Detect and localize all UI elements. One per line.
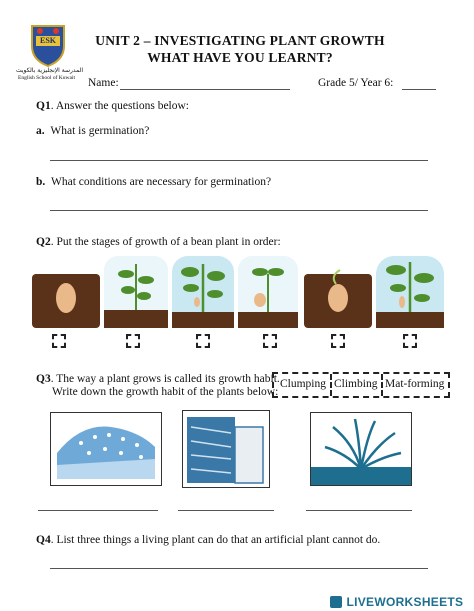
q4-answer-line[interactable] bbox=[50, 568, 428, 569]
habit-answer-line-1[interactable] bbox=[38, 510, 158, 511]
habit-answer-line-2[interactable] bbox=[178, 510, 274, 511]
q4-number: Q4 bbox=[36, 534, 51, 546]
logo-caption-english: English School of Kuwait bbox=[18, 75, 75, 81]
order-box-6[interactable] bbox=[403, 334, 417, 348]
liveworksheets-logo bbox=[330, 593, 472, 609]
q1-prompt: . Answer the questions below: bbox=[50, 100, 190, 112]
q2-heading bbox=[36, 236, 281, 248]
option-divider-1 bbox=[330, 374, 332, 396]
grade-label: Grade 5/ Year 6: bbox=[318, 77, 394, 89]
liveworksheets-text: LIVEWORKSHEETS bbox=[346, 594, 464, 609]
stage-sprout-image bbox=[238, 256, 298, 328]
q4-heading bbox=[36, 534, 380, 546]
q3-prompt-line2: Write down the growth habit of the plants below: bbox=[52, 386, 279, 398]
stage-germinating-seed-image bbox=[304, 270, 372, 328]
stage-tall-plant-image bbox=[376, 256, 444, 328]
q3-heading bbox=[36, 373, 280, 385]
option-clumping: Clumping bbox=[280, 378, 327, 390]
q1a-text: What is germination? bbox=[50, 125, 150, 137]
stage-young-plant-image bbox=[104, 256, 168, 328]
option-climbing: Climbing bbox=[334, 378, 378, 390]
q4-prompt: . List three things a living plant can do that an artificial plant cannot do. bbox=[50, 534, 381, 546]
option-divider-2 bbox=[381, 374, 383, 396]
q3-prompt-line1: . The way a plant grows is called its growth habit. bbox=[50, 373, 280, 385]
q2-prompt: . Put the stages of growth of a bean plant in order: bbox=[50, 236, 281, 248]
q1-heading bbox=[36, 100, 189, 112]
worksheet-subtitle: WHAT HAVE YOU LEARNT? bbox=[147, 50, 333, 65]
q3-number: Q3 bbox=[36, 373, 51, 385]
order-box-1[interactable] bbox=[52, 334, 66, 348]
bean-stages-strip bbox=[30, 254, 446, 330]
q2-number: Q2 bbox=[36, 236, 51, 248]
logo-letters: ESK bbox=[39, 36, 56, 45]
order-box-2[interactable] bbox=[126, 334, 140, 348]
name-field[interactable] bbox=[120, 89, 290, 90]
q1a-label: a. bbox=[36, 125, 45, 137]
option-mat-forming: Mat-forming bbox=[385, 378, 445, 390]
q1a-answer-line[interactable] bbox=[50, 160, 428, 161]
grade-field[interactable] bbox=[402, 89, 436, 90]
order-box-4[interactable] bbox=[263, 334, 277, 348]
order-box-3[interactable] bbox=[196, 334, 210, 348]
stage-mature-plant-image bbox=[172, 256, 234, 328]
q1b-answer-line[interactable] bbox=[50, 210, 428, 211]
q1b-text: What conditions are necessary for germination? bbox=[51, 176, 272, 188]
q1b-label: b. bbox=[36, 176, 46, 188]
climbing-plant-image bbox=[182, 410, 270, 488]
liveworksheets-icon bbox=[330, 596, 342, 608]
q1a bbox=[36, 125, 149, 137]
stage-seed-image bbox=[32, 274, 100, 328]
name-label: Name: bbox=[88, 77, 119, 89]
order-box-5[interactable] bbox=[331, 334, 345, 348]
habit-answer-line-3[interactable] bbox=[306, 510, 412, 511]
unit-title: UNIT 2 – INVESTIGATING PLANT GROWTH bbox=[95, 33, 385, 48]
mat-forming-plant-image bbox=[50, 412, 162, 486]
q1-number: Q1 bbox=[36, 100, 51, 112]
logo-caption-arabic: المدرسة الإنجليزية بالكويت bbox=[16, 67, 83, 74]
q1b bbox=[36, 176, 271, 188]
clumping-plant-image bbox=[310, 412, 412, 486]
